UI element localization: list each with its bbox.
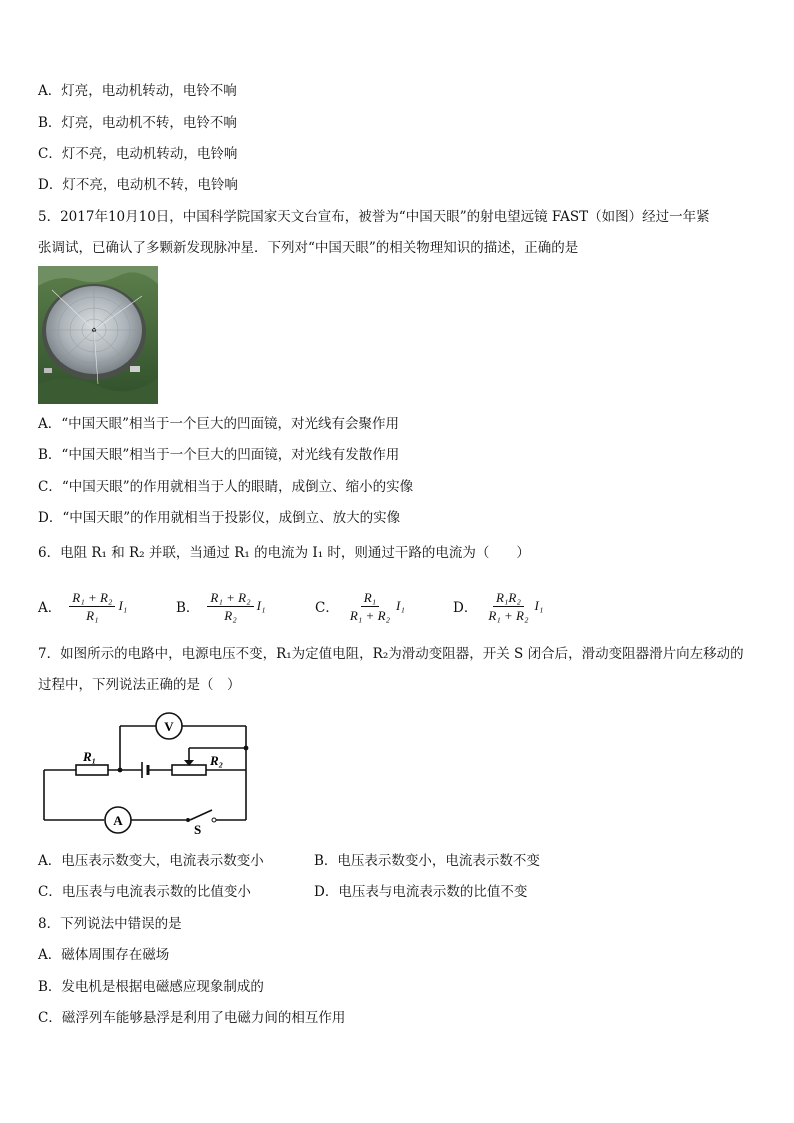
- q7-stem-line1: 7．如图所示的电路中，电源电压不变，R₁为定值电阻，R₂为滑动变阻器，开关 S 闭合后，滑动变阻器滑片向左移动的: [38, 646, 744, 662]
- q6-stem: 6．电阻 R₁ 和 R₂ 并联，当通过 R₁ 的电流为 I₁ 时，则通过干路的电流为（ ）: [38, 545, 530, 561]
- switch-contact: [212, 818, 216, 822]
- denominator: R₁: [86, 607, 99, 623]
- q7-stem-line2: 过程中，下列说法正确的是（ ）: [38, 677, 241, 693]
- current-symbol: I₁: [396, 598, 405, 613]
- resistor-r1: [76, 765, 108, 775]
- current-symbol: I₁: [118, 598, 128, 613]
- q6-option-b: [176, 590, 315, 623]
- q5-stem-line1: 5．2017年10月10日，中国科学院国家天文台宣布，被誉为“中国天眼”的射电望远镜 FAST（如图）经过一年紧: [38, 209, 710, 225]
- fraction: [485, 590, 531, 623]
- junction-dot: [118, 768, 123, 773]
- q8-option-a: A．磁体周围存在磁场: [38, 947, 170, 963]
- q6-options: [38, 584, 543, 628]
- q7-options-row1: [38, 852, 540, 870]
- ammeter-label: A: [113, 813, 123, 828]
- q5-option-d: D．“中国天眼”的作用就相当于投影仪，成倒立、放大的实像: [38, 510, 401, 526]
- q7-options-row2: [38, 883, 527, 901]
- fast-telescope-photo: [38, 266, 158, 404]
- current-symbol: I₁: [534, 598, 544, 613]
- option-label: D．: [453, 600, 478, 616]
- numerator: R₁: [361, 590, 379, 607]
- r2-label: R₂: [210, 753, 224, 768]
- q7-option-c: C．电压表与电流表示数的比值变小: [38, 884, 251, 900]
- fraction: [207, 590, 253, 623]
- rheostat-r2: [172, 765, 206, 775]
- option-label: C．: [315, 600, 339, 616]
- q8-option-b: B．发电机是根据电磁感应现象制成的: [38, 979, 264, 995]
- q5-option-c: C．“中国天眼”的作用就相当于人的眼睛，成倒立、缩小的实像: [38, 479, 414, 495]
- denominator: R₁ + R₂: [488, 607, 529, 623]
- option-label: A．: [38, 600, 62, 616]
- q6-option-c: [315, 590, 453, 623]
- q4-option-a: A．灯亮，电动机转动，电铃不响: [38, 83, 237, 99]
- q5-option-a: A．“中国天眼”相当于一个巨大的凹面镜，对光线有会聚作用: [38, 416, 400, 432]
- q5-stem-line2: 张调试，已确认了多颗新发现脉冲星．下列对“中国天眼”的相关物理知识的描述，正确的是: [38, 240, 579, 256]
- q4-option-c: C．灯不亮，电动机转动，电铃响: [38, 146, 238, 162]
- switch-pivot: [186, 818, 190, 822]
- numerator: R₁ + R₂: [69, 590, 115, 607]
- voltmeter-label: V: [164, 719, 174, 734]
- q7-option-d: D．电压表与电流表示数的比值不变: [314, 884, 528, 900]
- q4-option-d: D．灯不亮，电动机不转，电铃响: [38, 177, 238, 193]
- q4-option-b: B．灯亮，电动机不转，电铃不响: [38, 115, 237, 131]
- q5-option-b: B．“中国天眼”相当于一个巨大的凹面镜，对光线有发散作用: [38, 447, 400, 463]
- fraction: [347, 590, 393, 623]
- numerator: R₁R₂: [493, 590, 524, 607]
- denominator: R₁ + R₂: [349, 607, 391, 623]
- switch-label: S: [194, 822, 202, 836]
- q6-option-d: [453, 590, 543, 623]
- fraction: [69, 590, 115, 623]
- denominator: R₂: [224, 607, 237, 623]
- junction-dot-right: [244, 746, 249, 751]
- r1-label: R₁: [83, 749, 97, 764]
- q6-option-a: [38, 590, 176, 623]
- circuit-diagram: [38, 708, 262, 836]
- q7-option-b: B．电压表示数变小，电流表示数不变: [314, 853, 540, 869]
- q8-option-c: C．磁浮列车能够悬浮是利用了电磁力间的相互作用: [38, 1010, 346, 1026]
- numerator: R₁ + R₂: [207, 590, 253, 607]
- switch-blade: [190, 810, 212, 820]
- q8-stem: 8．下列说法中错误的是: [38, 916, 182, 932]
- q7-option-a: A．电压表示数变大，电流表示数变小: [38, 853, 264, 869]
- option-label: B．: [176, 600, 200, 616]
- current-symbol: I₁: [256, 598, 266, 613]
